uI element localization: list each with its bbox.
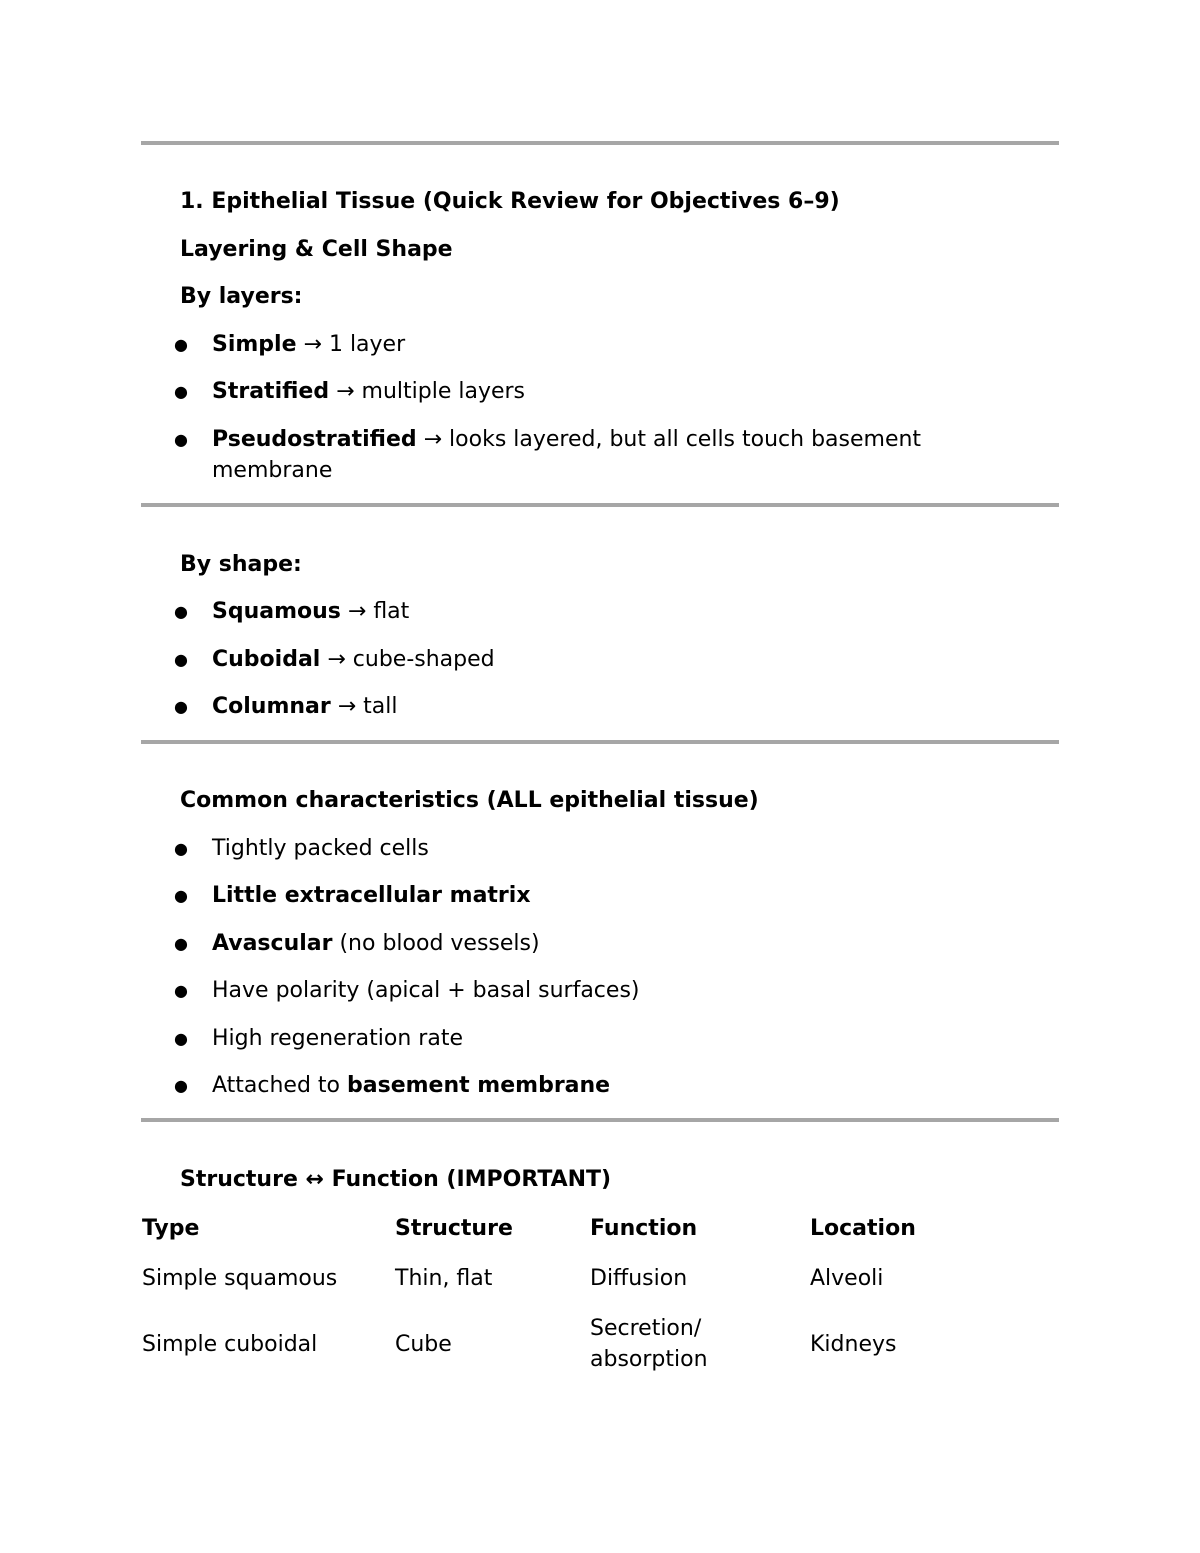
text: Have polarity (apical + basal surfaces) [212,978,640,1003]
characteristics-label: Common characteristics (ALL epithelial tissue) [180,788,759,813]
table-cell: Thin, flat [395,1266,493,1291]
term: Avascular [212,931,333,956]
list-item [212,691,1012,722]
description: → looks layered, but all cells touch basement membrane [212,427,922,483]
divider [141,503,1059,507]
list-item [212,928,1012,959]
table-cell: Simple cuboidal [142,1332,318,1357]
list-item [212,424,1002,486]
description: → 1 layer [296,332,406,357]
bullet-icon: ● [174,934,188,953]
term: Cuboidal [212,647,321,672]
table-header: Structure [395,1216,513,1241]
bullet-icon: ● [174,981,188,1000]
bullet-icon: ● [174,839,188,858]
subheading: Layering & Cell Shape [180,237,453,262]
section-title: 1. Epithelial Tissue (Quick Review for Objectives 6–9) [180,189,840,214]
bullet-icon: ● [174,1029,188,1048]
bullet-icon: ● [174,1076,188,1095]
bullet-icon: ● [174,886,188,905]
table-cell: Simple squamous [142,1266,338,1291]
structure-function-label: Structure ↔ Function (IMPORTANT) [180,1167,612,1192]
table-cell: Diffusion [590,1266,688,1291]
text: High regeneration rate [212,1026,463,1051]
text: Tightly packed cells [212,836,429,861]
term: Simple [212,332,297,357]
divider [141,740,1059,744]
layers-label: By layers: [180,284,303,309]
list-item [212,833,1012,864]
list-item [212,376,1012,407]
shapes-label: By shape: [180,552,302,577]
table-cell: Kidneys [810,1332,897,1357]
term: basement membrane [347,1073,611,1098]
table-cell: Cube [395,1332,452,1357]
bullet-icon: ● [174,382,188,401]
term: Columnar [212,694,331,719]
list-item [212,329,1012,360]
term: Little extracellular matrix [212,883,531,908]
bullet-icon: ● [174,650,188,669]
divider [141,1118,1059,1122]
list-item [212,596,1012,627]
term: Squamous [212,599,341,624]
list-item [212,975,1012,1006]
description: → cube-shaped [320,647,495,672]
term: Pseudostratified [212,427,417,452]
table-cell: Secretion/ absorption [590,1316,708,1372]
divider [141,141,1059,145]
text: (no blood vessels) [332,931,540,956]
term: Stratified [212,379,330,404]
table-header: Function [590,1216,698,1241]
table-header: Type [142,1216,200,1241]
bullet-icon: ● [174,430,188,449]
bullet-icon: ● [174,697,188,716]
bullet-icon: ● [174,602,188,621]
list-item [212,1070,1012,1101]
list-item [212,880,1012,911]
text: Attached to [212,1073,348,1098]
description: → tall [330,694,398,719]
bullet-icon: ● [174,335,188,354]
list-item [212,644,1012,675]
description: → flat [340,599,410,624]
table-cell: Alveoli [810,1266,884,1291]
list-item [212,1023,1012,1054]
table-header: Location [810,1216,916,1241]
description: → multiple layers [329,379,525,404]
